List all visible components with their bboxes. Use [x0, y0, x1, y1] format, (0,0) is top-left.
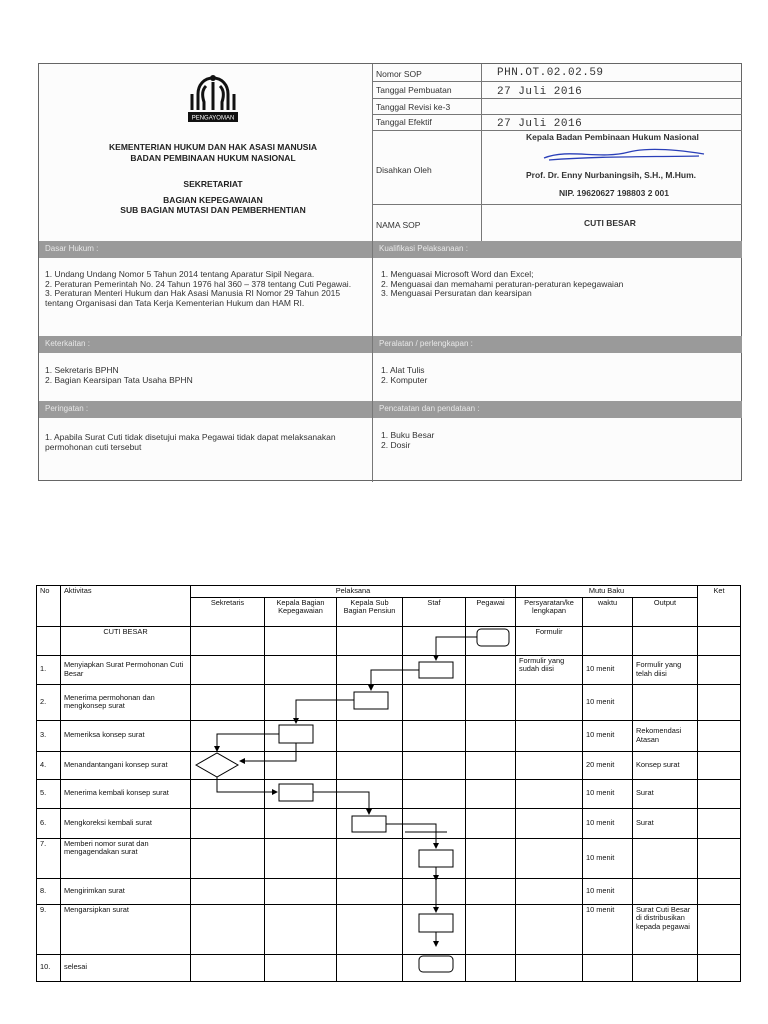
table-row: 2. Menerima permohonan dan mengkonsep surat 10 menit: [37, 684, 741, 720]
unit-subbagian: SUB BAGIAN MUTASI DAN PEMBERHENTIAN: [120, 205, 306, 215]
tanggal-efektif-value: 27 Juli 2016: [497, 118, 583, 130]
nomor-sop-label: Nomor SOP: [376, 69, 422, 79]
signature: [539, 144, 709, 166]
section-keterkaitan: Keterkaitan :: [39, 336, 372, 353]
col-waktu: waktu: [583, 597, 633, 626]
table-row: 7. Memberi nomor surat dan mengagendakan surat 10 menit: [37, 838, 741, 878]
section-peralatan: Peralatan / perlengkapan :: [373, 336, 742, 353]
col-persyaratan: Persyaratan/ke lengkapan: [516, 597, 583, 626]
dasar-hukum-list: 1. Undang Undang Nomor 5 Tahun 2014 tentang Aparatur Sipil Negara. 2. Peraturan Pemerintah No. 24 Tahun 1976 hal 360 – 378 tentang Cuti Pegawai. 3. Peraturan Menteri Hukum dan Hak Asasi Manusia RI Nomor 29 Tahun 2015 tentang Organisasi dan Tata Kerja Kementerian Hukum dan HAM RI.: [45, 269, 352, 308]
col-ket: Ket: [698, 586, 741, 627]
table-row: 4. Menandantangani konsep surat 20 menit Konsep surat: [37, 751, 741, 779]
section-kualifikasi: Kualifikasi Pelaksanaan :: [373, 241, 742, 258]
tanggal-revisi-label: Tanggal Revisi ke-3: [376, 102, 451, 112]
table-row: CUTI BESAR Formulir: [37, 626, 741, 655]
col-pelaksana: Pelaksana: [191, 586, 516, 598]
section-pencatatan: Pencatatan dan pendataan :: [373, 401, 742, 418]
tanggal-efektif-label: Tanggal Efektif: [376, 117, 432, 127]
approver-nip: NIP. 19620627 198803 2 001: [559, 188, 669, 198]
approver-title: Kepala Badan Pembinaan Hukum Nasional: [526, 132, 699, 142]
pencatatan-list: 1. Buku Besar 2. Dosir: [381, 430, 435, 450]
col-sekretaris: Sekretaris: [191, 597, 265, 626]
approver-name: Prof. Dr. Enny Nurbaningsih, S.H., M.Hum.: [526, 170, 697, 180]
table-row: 6. Mengkoreksi kembali surat 10 menit Surat: [37, 808, 741, 838]
table-row: 10. selesai: [37, 954, 741, 981]
section-peringatan: Peringatan :: [39, 401, 372, 418]
tanggal-pembuatan-value: 27 Juli 2016: [497, 86, 583, 98]
sop-document: [38, 63, 742, 481]
col-kabag: Kepala Bagian Kepegawaian: [265, 597, 337, 626]
pengayoman-logo: [184, 72, 242, 126]
col-output: Output: [633, 597, 698, 626]
logo-text: PENGAYOMAN: [191, 115, 235, 122]
nama-sop-value: CUTI BESAR: [584, 218, 636, 228]
disahkan-label: Disahkan Oleh: [376, 165, 432, 175]
section-dasar-hukum: Dasar Hukum :: [39, 241, 372, 258]
unit-secretariat: SEKRETARIAT: [183, 179, 243, 189]
table-row: 5. Menerima kembali konsep surat 10 menit Surat: [37, 779, 741, 808]
peringatan-list: 1. Apabila Surat Cuti tidak disetujui maka Pegawai tidak dapat melaksanakan permohonan cuti tersebut: [45, 432, 336, 452]
flow-table: [36, 585, 741, 982]
col-mutu-baku: Mutu Baku: [516, 586, 698, 598]
nomor-sop-value: PHN.OT.02.02.59: [497, 67, 604, 79]
peralatan-list: 1. Alat Tulis 2. Komputer: [381, 365, 428, 385]
col-kasubbag: Kepala Sub Bagian Pensiun: [337, 597, 403, 626]
table-row: 3. Memeriksa konsep surat 10 menit Rekomendasi Atasan: [37, 720, 741, 751]
tanggal-pembuatan-label: Tanggal Pembuatan: [376, 85, 452, 95]
table-row: 1. Menyiapkan Surat Permohonan Cuti Besar Formulir yang sudah diisi 10 menit Formulir yang telah diisi: [37, 655, 741, 684]
nama-sop-label: NAMA SOP: [376, 220, 421, 230]
table-row: 9. Mengarsipkan surat 10 menit Surat Cuti Besar di distribusikan kepada pegawai: [37, 904, 741, 954]
agency-name: BADAN PEMBINAAN HUKUM NASIONAL: [130, 153, 296, 163]
kualifikasi-list: 1. Menguasai Microsoft Word dan Excel; 2. Menguasai dan memahami peraturan-peraturan kepegawaian 3. Menguasai Persuratan dan kearsipan: [381, 269, 624, 298]
keterkaitan-list: 1. Sekretaris BPHN 2. Bagian Kearsipan Tata Usaha BPHN: [45, 365, 193, 385]
ministry-name: KEMENTERIAN HUKUM DAN HAK ASASI MANUSIA: [109, 142, 317, 152]
col-no: No: [37, 586, 61, 627]
col-aktivitas: Aktivitas: [61, 586, 191, 627]
col-pegawai: Pegawai: [466, 597, 516, 626]
unit-bagian: BAGIAN KEPEGAWAIAN: [163, 195, 263, 205]
col-staf: Staf: [403, 597, 466, 626]
table-row: 8. Mengirimkan surat 10 menit: [37, 878, 741, 904]
